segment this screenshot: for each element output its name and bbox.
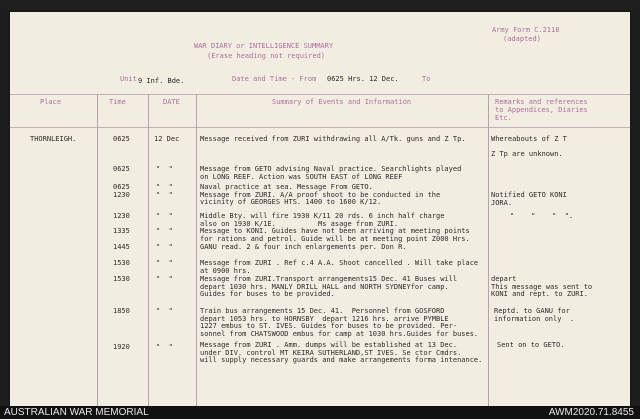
unit-label: Unit	[120, 75, 137, 83]
entry-date: " " " "	[156, 183, 173, 199]
column-header-date: DATE	[163, 98, 180, 106]
column-rule	[488, 94, 489, 406]
entry-summary: Message to KONI. Guides have not been arriving at meeting points for rations and petrol. Guide will be at meeting point Z000 Hrs.	[200, 227, 470, 243]
entry-summary: Message from ZURI . Amm. dumps will be established at 13 Dec. under DIV. control MT KEIRA SUTHERLAND,ST IVES. Se ctor Cmdrs. will supply necessary guards and make arrangements forma intenance.	[200, 341, 483, 364]
archive-reference: AWM2020.71.8455	[548, 407, 634, 418]
entry-summary: Middle Bty. will fire 1930 K/11 20 rds. 6 inch half charge also on 1930 K/1E. Ms asage from ZURI.	[200, 212, 445, 228]
entry-date: " "	[156, 212, 173, 220]
date-time-label: Date and Time - From	[232, 75, 317, 83]
column-rule	[148, 94, 149, 406]
entry-remarks: depart This message was sent to KONI and rept. to ZURI.	[491, 275, 593, 298]
header-bottom-rule	[10, 127, 630, 128]
column-rule	[196, 94, 197, 406]
entry-date: " "	[156, 343, 173, 351]
archive-footer	[0, 406, 640, 419]
entry-time: 1445	[113, 243, 130, 251]
form-subtitle: (Erase heading not required)	[207, 52, 326, 60]
entry-time: 1335	[113, 227, 130, 235]
column-header-remarks: Remarks and references to Appendices, Diaries Etc.	[495, 98, 588, 122]
entry-summary: Message from ZURI.Transport arrangements15 Dec. 41 Buses will depart 1030 hrs. MANLY DRILL HALL and NORTH SYDNEYfor camp. Guides for buses to be provided.	[200, 275, 458, 298]
unit-value: 9 Inf. Bde.	[138, 77, 185, 85]
column-header-time: Time	[109, 98, 126, 106]
entry-remarks: Whereabouts of Z T Z Tp are unknown.	[491, 135, 567, 158]
entry-summary: Train bus arrangements 15 Dec. 41. Personnel from GOSFORD depart 1053 hrs. to HORNSBY depart 1216 hrs. arrive PYMBLE 1227 embus to ST. IVES. Guides for buses to be provided. Per- sonnel from CHATSWOOD embus for camp at 1030 hrs.Guides for buses.	[200, 307, 479, 338]
entry-time: 0625	[113, 165, 130, 173]
entry-time: 1850	[113, 307, 130, 315]
column-header-summary: Summary of Events and Information	[272, 98, 412, 106]
entry-remarks: Sent on to GETO.	[497, 341, 565, 349]
form-title: WAR DIARY or INTELLIGENCE SUMMARY	[194, 42, 334, 50]
entry-remarks: Notified GETO KONI JORA.	[491, 191, 567, 207]
entry-place: THORNLEIGH.	[30, 135, 77, 143]
entry-summary: Message received from ZURI withdrawing all A/Tk. guns and Z Tp.	[200, 135, 466, 143]
entry-summary: Message from ZURI . Ref c.4 A.A. Shoot cancelled . Will take place at 0900 hrs.	[200, 259, 479, 275]
date-time-value: 0625 Hrs. 12 Dec.	[327, 75, 399, 83]
entry-remarks: " " " ".	[510, 212, 574, 220]
entry-date: " "	[156, 243, 173, 251]
entry-time: 0625	[113, 135, 130, 143]
army-form-number: Army Form C.2118	[492, 26, 560, 34]
entry-time: 1530	[113, 275, 130, 283]
entry-time: 1230	[113, 212, 130, 220]
entry-date: " "	[156, 259, 173, 267]
column-header-place: Place	[40, 98, 62, 106]
header-top-rule	[10, 94, 630, 95]
entry-time: 1530	[113, 259, 130, 267]
army-form-adapted: (adapted)	[503, 35, 541, 43]
entry-date: " "	[156, 227, 173, 235]
entry-summary: Naval practice at sea. Message From GETO. Message from ZURI. A/A proof shoot to be conducted in the vicinity of GEORGES HTS. 1400 to 1600 K/12.	[200, 183, 441, 206]
war-diary-sheet	[10, 12, 630, 406]
to-label: To	[422, 75, 431, 83]
entry-summary: Message from GETO advising Naval practice. Searchlights played on LONG REEF. Action was SOUTH EAST of LONG REEF	[200, 165, 462, 181]
entry-date: 12 Dec	[154, 135, 180, 143]
entry-date: " "	[156, 275, 173, 283]
entry-summary: GANU read. 2 & four inch enlargements per. Don R.	[200, 243, 407, 251]
entry-time: 0625 1230	[113, 183, 130, 199]
entry-date: " "	[156, 307, 173, 315]
entry-time: 1920	[113, 343, 130, 351]
archive-name: AUSTRALIAN WAR MEMORIAL	[4, 407, 149, 418]
entry-date: " "	[156, 165, 173, 173]
entry-remarks: Reptd. to GANU for information only .	[494, 307, 575, 323]
column-rule	[97, 94, 98, 406]
